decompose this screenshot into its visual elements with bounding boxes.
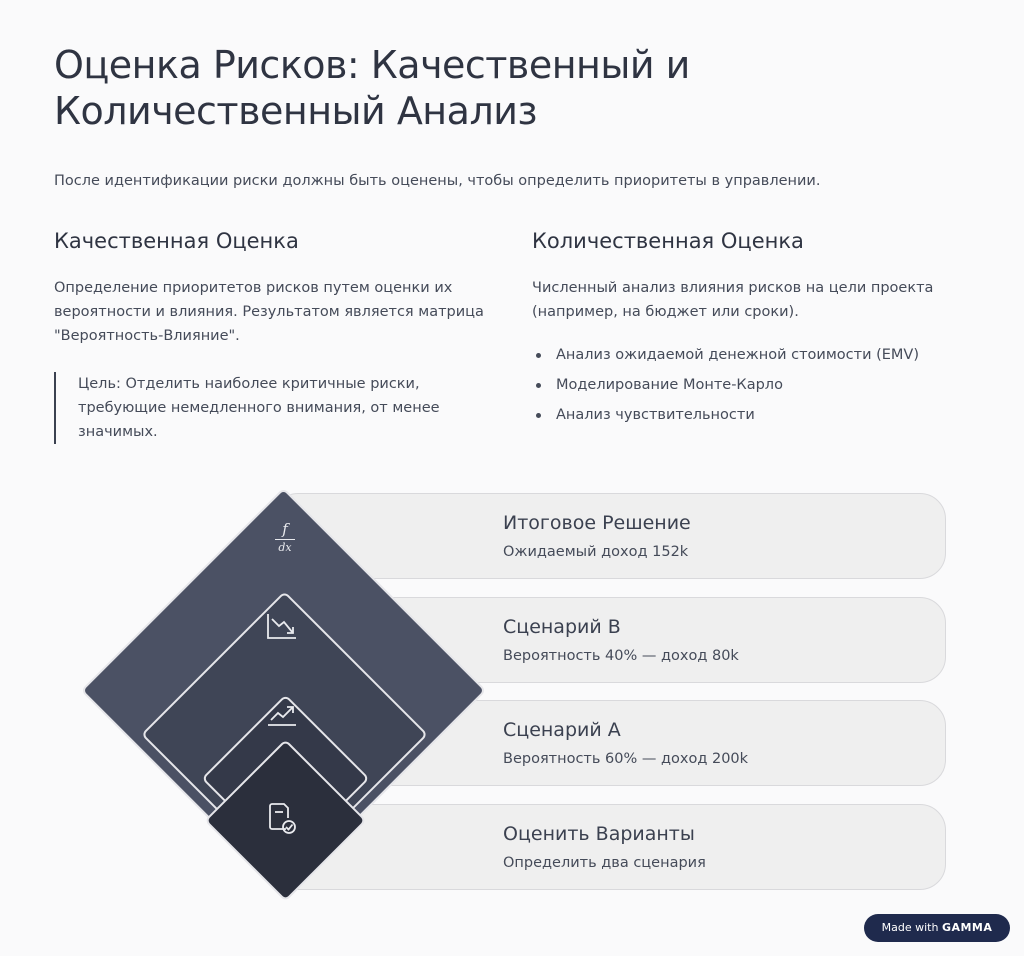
- trend-down-icon: [264, 610, 300, 642]
- gamma-logo: GAMMA: [941, 921, 993, 934]
- stage-final-decision: [272, 493, 946, 579]
- stage-subtitle: Ожидаемый доход 152k: [503, 544, 689, 560]
- fx-denominator: dx: [278, 540, 292, 554]
- document-check-icon: [264, 800, 300, 836]
- badge-prefix: Made with: [881, 921, 939, 934]
- quantitative-text: Численный анализ влияния рисков на цели проекта (например, на бюджет или сроки).: [532, 280, 934, 320]
- quantitative-heading: Количественная Оценка: [532, 229, 804, 253]
- page-title: Оценка Рисков: Качественный и Количественный Анализ: [54, 43, 690, 133]
- page-subtitle: После идентификации риски должны быть оценены, чтобы определить приоритеты в управлении.: [54, 173, 821, 189]
- function-derivative-icon: [262, 516, 308, 558]
- list-item: Моделирование Монте-Карло: [532, 370, 972, 400]
- trend-up-icon: [264, 700, 300, 730]
- fx-numerator: f: [282, 519, 288, 538]
- stage-title: Сценарий A: [503, 719, 621, 741]
- methods-list: [532, 340, 972, 430]
- stage-title: Оценить Варианты: [503, 823, 695, 845]
- stage-title: Итоговое Решение: [503, 512, 691, 534]
- qualitative-quote: Цель: Отделить наиболее критичные риски, требующие немедленного внимания, от менее значимых.: [54, 372, 458, 444]
- made-with-gamma-badge[interactable]: [864, 914, 1010, 942]
- stage-subtitle: Определить два сценария: [503, 855, 706, 871]
- qualitative-section: [54, 226, 494, 444]
- qualitative-text: Определение приоритетов рисков путем оценки их вероятности и влияния. Результатом является матрица "Вероятность-Влияние".: [54, 280, 484, 344]
- quantitative-section: [532, 226, 972, 430]
- list-item: Анализ ожидаемой денежной стоимости (EMV): [532, 340, 972, 370]
- stage-evaluate-options: [272, 804, 946, 890]
- list-item: Анализ чувствительности: [532, 400, 972, 430]
- qualitative-heading: Качественная Оценка: [54, 229, 299, 253]
- stage-title: Сценарий B: [503, 616, 621, 638]
- stage-subtitle: Вероятность 40% — доход 80k: [503, 648, 739, 664]
- stage-subtitle: Вероятность 60% — доход 200k: [503, 751, 749, 767]
